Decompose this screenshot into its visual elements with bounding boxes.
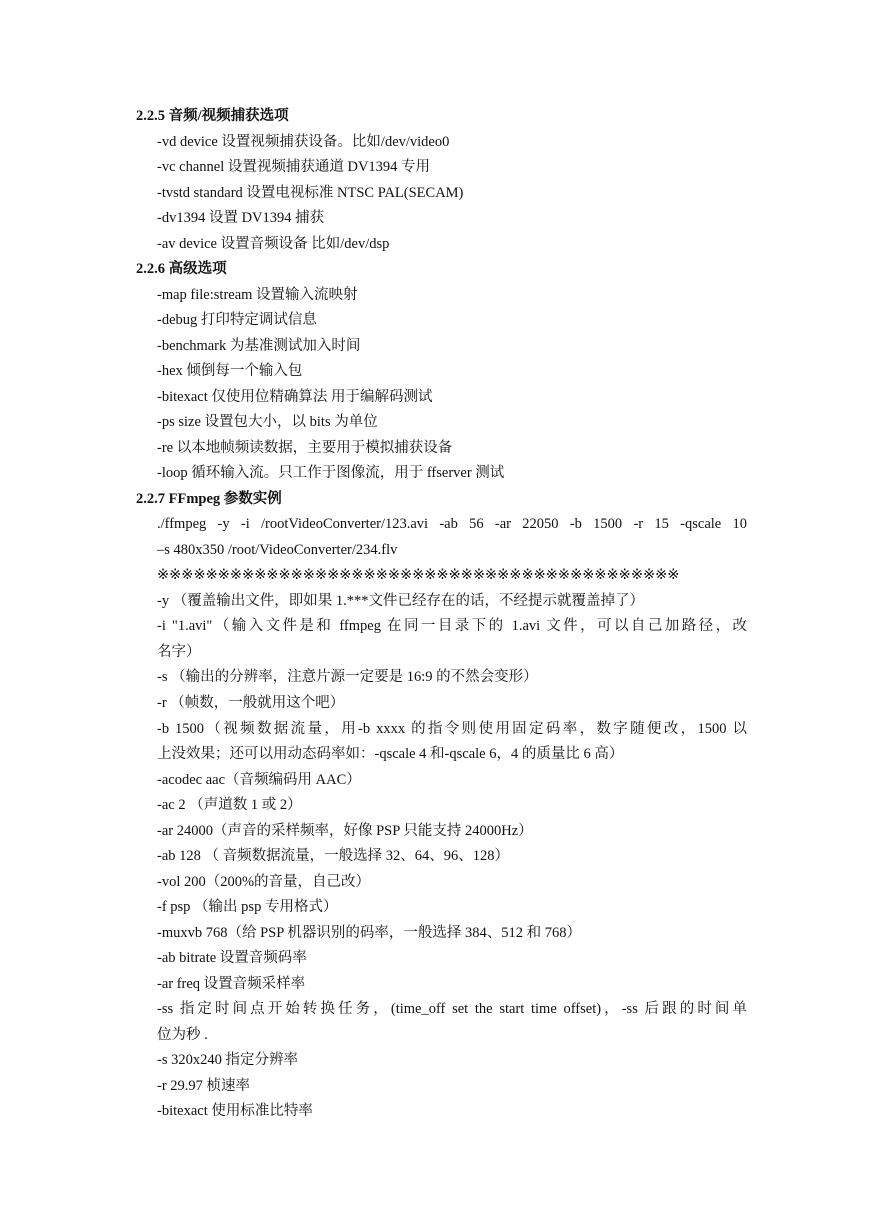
param-line: 位为秒 . — [157, 1027, 208, 1043]
example-command-line: ./ffmpeg -y -i /rootVideoConverter/123.avi -ab 56 -ar 22050 -b 1500 -r 15 -qscale 10 — [157, 516, 747, 532]
option-line: -hex 倾倒每一个输入包 — [157, 363, 303, 379]
param-line: -muxvb 768（给 PSP 机器识别的码率，一般选择 384、512 和 768） — [157, 925, 582, 941]
option-line: -bitexact 仅使用位精确算法 用于编解码测试 — [157, 389, 433, 405]
param-line: -ss 指定时间点开始转换任务，(time_off set the start time offset)，-ss 后跟的时间单 — [157, 1001, 747, 1017]
section-heading-2-2-7: 2.2.7 FFmpeg 参数实例 — [136, 491, 282, 507]
option-line: -loop 循环输入流。只工作于图像流，用于 ffserver 测试 — [157, 465, 505, 481]
option-line: -dv1394 设置 DV1394 捕获 — [157, 210, 325, 226]
param-line: -acodec aac（音频编码用 AAC） — [157, 772, 361, 788]
param-line: -f psp （输出 psp 专用格式） — [157, 899, 338, 915]
param-line: -ac 2 （声道数 1 或 2） — [157, 797, 302, 813]
option-line: -map file:stream 设置输入流映射 — [157, 287, 358, 303]
param-line: -b 1500（视频数据流量，用-b xxxx 的指令则使用固定码率，数字随便改，1500 以 — [157, 721, 747, 737]
separator-line: ※※※※※※※※※※※※※※※※※※※※※※※※※※※※※※※※※※※※※※※※※※※ — [157, 567, 680, 583]
param-line: -ab bitrate 设置音频码率 — [157, 950, 307, 966]
option-line: -ps size 设置包大小，以 bits 为单位 — [157, 414, 378, 430]
param-line: -ar freq 设置音频采样率 — [157, 976, 306, 992]
param-line: -ar 24000（声音的采样频率，好像 PSP 只能支持 24000Hz） — [157, 823, 533, 839]
option-line: -debug 打印特定调试信息 — [157, 312, 317, 328]
param-line: -y （覆盖输出文件，即如果 1.***文件已经存在的话，不经提示就覆盖掉了） — [157, 593, 644, 609]
param-line: -s （输出的分辨率，注意片源一定要是 16:9 的不然会变形） — [157, 669, 538, 685]
option-line: -vc channel 设置视频捕获通道 DV1394 专用 — [157, 159, 431, 175]
option-line: -re 以本地帧频读数据，主要用于模拟捕获设备 — [157, 440, 453, 456]
option-line: -vd device 设置视频捕获设备。比如/dev/video0 — [157, 134, 450, 150]
param-line: -r 29.97 桢速率 — [157, 1078, 251, 1094]
example-command-line: –s 480x350 /root/VideoConverter/234.flv — [157, 542, 398, 558]
param-line: 上没效果；还可以用动态码率如：-qscale 4 和-qscale 6，4 的质量比 6 高） — [157, 746, 624, 762]
param-line: -vol 200（200%的音量，自己改） — [157, 874, 371, 890]
section-heading-2-2-5: 2.2.5 音频/视频捕获选项 — [136, 108, 289, 124]
param-line: -r （帧数，一般就用这个吧） — [157, 695, 345, 711]
option-line: -tvstd standard 设置电视标准 NTSC PAL(SECAM) — [157, 185, 464, 201]
param-line: -bitexact 使用标准比特率 — [157, 1103, 313, 1119]
param-line: 名字） — [157, 644, 201, 660]
section-heading-2-2-6: 2.2.6 高级选项 — [136, 261, 227, 277]
param-line: -ab 128 （ 音频数据流量，一般选择 32、64、96、128） — [157, 848, 510, 864]
option-line: -av device 设置音频设备 比如/dev/dsp — [157, 236, 390, 252]
param-line: -s 320x240 指定分辨率 — [157, 1052, 298, 1068]
param-line: -i "1.avi"（输入文件是和 ffmpeg 在同一目录下的 1.avi 文件，可以自己加路径，改 — [157, 618, 747, 634]
option-line: -benchmark 为基准测试加入时间 — [157, 338, 361, 354]
